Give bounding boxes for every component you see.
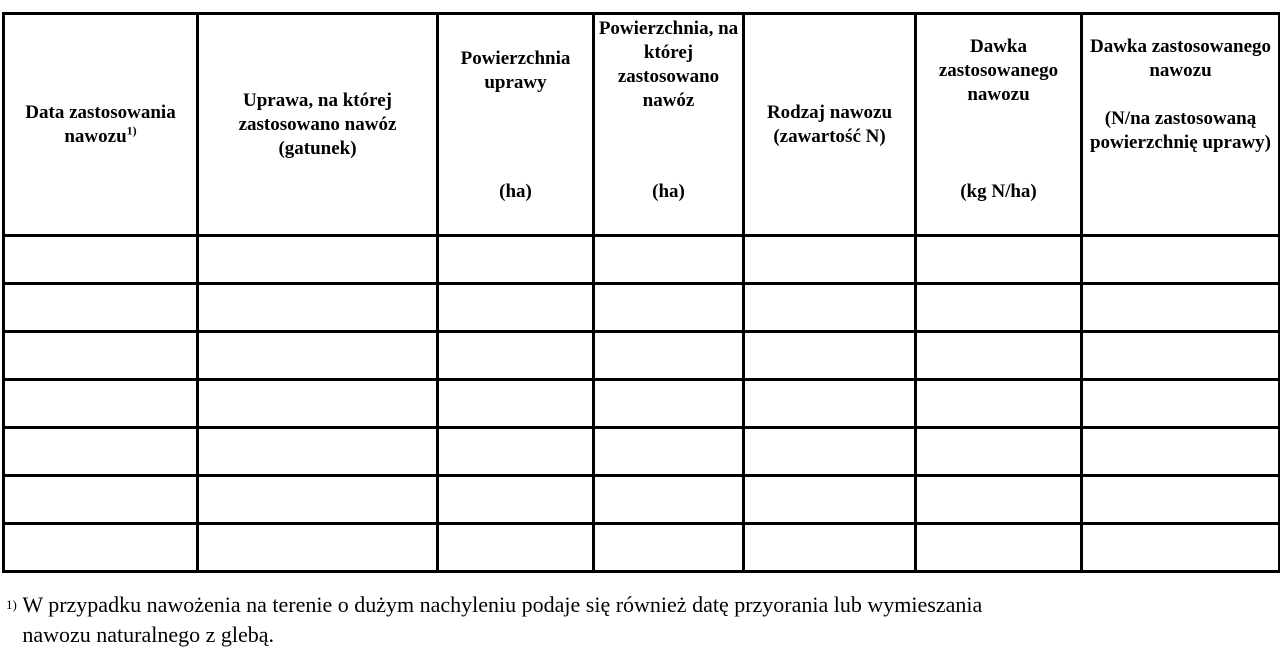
header-dose-per-ha-label: Dawka zastosowanego nawozu	[938, 36, 1059, 105]
table-cell[interactable]	[198, 284, 438, 332]
header-applied-area-label: Powierzchnia, na której zastosowano nawóz	[598, 18, 739, 111]
table-cell[interactable]	[744, 476, 916, 524]
table-cell[interactable]	[744, 332, 916, 380]
table-cell[interactable]	[594, 524, 744, 572]
table-row	[4, 380, 1280, 428]
table-row	[4, 236, 1280, 284]
footnote-marker: 1)	[6, 597, 17, 612]
table-cell[interactable]	[4, 476, 198, 524]
header-dose-per-ha	[916, 14, 1082, 236]
table-cell[interactable]	[438, 524, 594, 572]
table-cell[interactable]	[594, 284, 744, 332]
table-cell[interactable]	[198, 236, 438, 284]
table-row	[4, 332, 1280, 380]
header-fertilizer-type	[744, 14, 916, 236]
table-row	[4, 284, 1280, 332]
table-cell[interactable]	[744, 524, 916, 572]
table-cell[interactable]	[916, 284, 1082, 332]
table-cell[interactable]	[1082, 332, 1280, 380]
header-crop-area-unit: (ha)	[499, 181, 532, 202]
table-cell[interactable]	[4, 380, 198, 428]
header-applied-area-unit: (ha)	[652, 181, 685, 202]
table-cell[interactable]	[1082, 428, 1280, 476]
table-cell[interactable]	[594, 332, 744, 380]
header-dose-total-label: Dawka zastosowanego nawozu	[1089, 36, 1272, 81]
table-cell[interactable]	[4, 236, 198, 284]
table-cell[interactable]	[198, 476, 438, 524]
table-cell[interactable]	[744, 380, 916, 428]
table-cell[interactable]	[916, 476, 1082, 524]
header-crop-area	[438, 14, 594, 236]
table-cell[interactable]	[198, 428, 438, 476]
header-application-date-label: Data zastosowania nawozu	[25, 101, 176, 147]
fertilizer-record-table	[2, 12, 1280, 573]
table-cell[interactable]	[438, 380, 594, 428]
header-dose-total	[1082, 14, 1280, 236]
footnote-text: W przypadku nawożenia na terenie o dużym nachyleniu podaje się również datę przyorania lub wymieszania nawozu naturalnego z glebą.	[22, 592, 983, 647]
table-cell[interactable]	[438, 236, 594, 284]
table-row	[4, 476, 1280, 524]
header-dose-total-unit: (N/na zastosowaną powierzchnię uprawy)	[1089, 108, 1271, 153]
table-cell[interactable]	[4, 284, 198, 332]
table-cell[interactable]	[594, 476, 744, 524]
table-cell[interactable]	[1082, 284, 1280, 332]
table-cell[interactable]	[744, 236, 916, 284]
header-crop-area-label: Powierzchnia uprawy	[460, 48, 571, 93]
header-crop-label: Uprawa, na której zastosowano nawóz (gatunek)	[238, 89, 397, 159]
table-cell[interactable]	[594, 380, 744, 428]
table-cell[interactable]	[198, 380, 438, 428]
table-cell[interactable]	[438, 476, 594, 524]
table-row	[4, 428, 1280, 476]
table-row	[4, 524, 1280, 572]
table-cell[interactable]	[744, 284, 916, 332]
table-cell[interactable]	[1082, 236, 1280, 284]
table-cell[interactable]	[916, 524, 1082, 572]
table-cell[interactable]	[4, 428, 198, 476]
table-header-row	[4, 14, 1280, 236]
table-cell[interactable]	[4, 332, 198, 380]
table-cell[interactable]	[438, 332, 594, 380]
table-cell[interactable]	[438, 428, 594, 476]
table-cell[interactable]	[198, 524, 438, 572]
table-cell[interactable]	[916, 428, 1082, 476]
header-crop	[198, 14, 438, 236]
table-cell[interactable]	[916, 236, 1082, 284]
table-cell[interactable]	[594, 236, 744, 284]
table-cell[interactable]	[1082, 524, 1280, 572]
header-dose-per-ha-unit: (kg N/ha)	[960, 181, 1037, 202]
table-cell[interactable]	[198, 332, 438, 380]
table-cell[interactable]	[1082, 476, 1280, 524]
footnote-marker: 1)	[126, 123, 137, 138]
footnote	[6, 590, 1032, 650]
table-cell[interactable]	[916, 332, 1082, 380]
table-cell[interactable]	[1082, 380, 1280, 428]
header-fertilizer-type-label: Rodzaj nawozu (zawartość N)	[766, 101, 893, 147]
table-cell[interactable]	[594, 428, 744, 476]
header-applied-area	[594, 14, 744, 236]
header-application-date	[4, 14, 198, 236]
table-cell[interactable]	[438, 284, 594, 332]
table-cell[interactable]	[916, 380, 1082, 428]
table-cell[interactable]	[4, 524, 198, 572]
table-cell[interactable]	[744, 428, 916, 476]
